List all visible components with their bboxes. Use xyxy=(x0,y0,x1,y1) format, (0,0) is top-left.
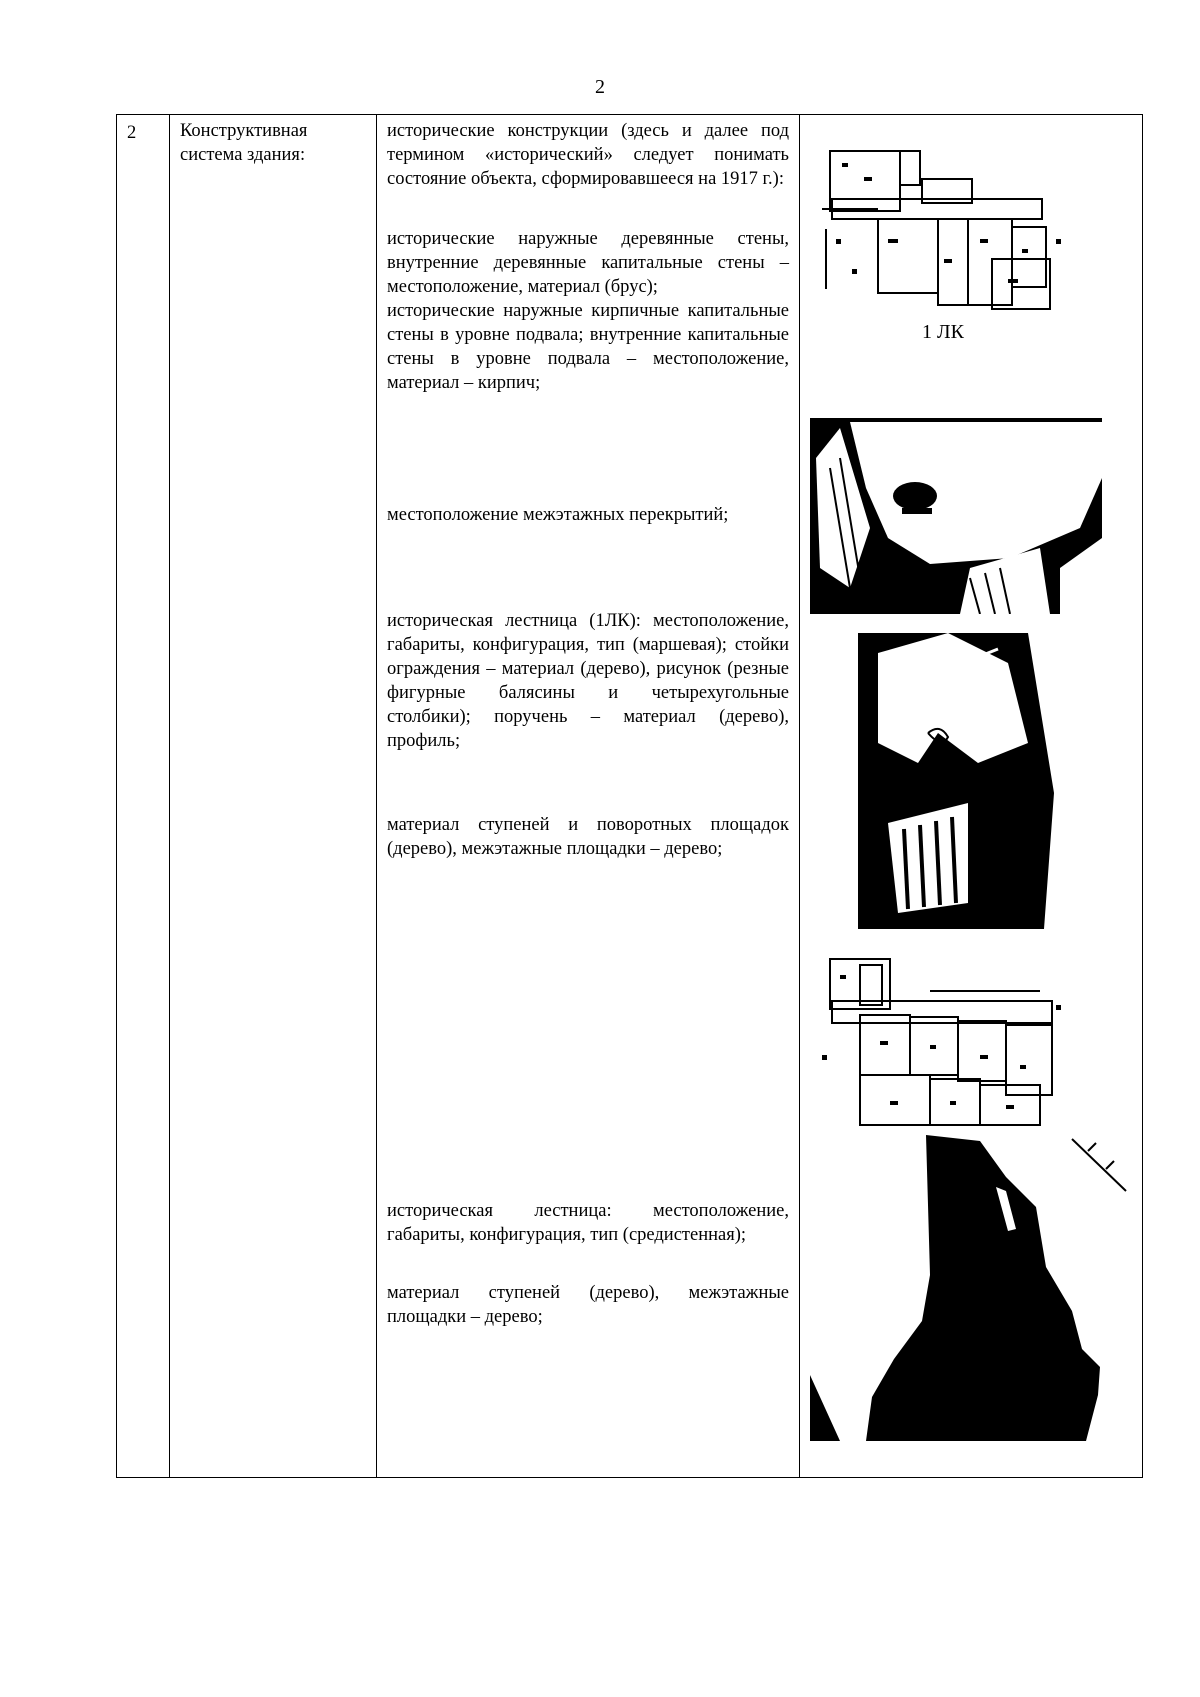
floor-plan-2-icon xyxy=(820,945,1066,1133)
paragraph: историческая лестница: местоположение, габариты, конфигурация, тип (средистенная); xyxy=(387,1201,789,1246)
paragraph: исторические наружные кирпичные капитальные стены в уровне подвала; внутренние капитальные стены в уровне подвала – местоположение, материал – кирпич; xyxy=(387,301,789,394)
row-number-cell xyxy=(117,115,170,1478)
staircase-photo-3-icon xyxy=(810,1135,1130,1441)
staircase-photo-image xyxy=(810,1135,1130,1441)
staircase-2-description xyxy=(387,1199,789,1247)
staircase-1lk-materials xyxy=(387,813,789,861)
row-number: 2 xyxy=(127,123,137,143)
floor-plan-image xyxy=(812,139,1068,321)
paragraph: материал ступеней и поворотных площадок (дерево), межэтажные площадки – дерево; xyxy=(387,815,789,860)
paragraph: исторические наружные деревянные стены, внутренние деревянные капитальные стены – местоположение, материал (брус); xyxy=(387,229,789,298)
staircase-photo-1-icon xyxy=(810,418,1102,614)
row-description-cell xyxy=(377,115,800,1478)
row-images-cell xyxy=(800,115,1143,1478)
floors-description xyxy=(387,503,789,527)
row-name: Конструктивная система здания: xyxy=(180,121,308,166)
walls-description xyxy=(387,227,789,395)
table-row xyxy=(117,115,1143,1478)
floor-plan-image xyxy=(820,945,1066,1133)
row-name-cell xyxy=(170,115,377,1478)
structural-elements-table xyxy=(116,114,1143,1478)
historic-structures-intro xyxy=(387,119,789,191)
staircase-photo-image xyxy=(858,633,1058,929)
paragraph: исторические конструкции (здесь и далее под термином «исторический» следует понимать состояние объекта, сформировавшееся на 1917 г.): xyxy=(387,121,789,190)
staircase-photo-2-icon xyxy=(858,633,1058,929)
paragraph: материал ступеней (дерево), межэтажные площадки – дерево; xyxy=(387,1283,789,1328)
paragraph: местоположение межэтажных перекрытий; xyxy=(387,505,729,525)
figure-caption: 1 ЛК xyxy=(922,321,964,343)
staircase-2-materials xyxy=(387,1281,789,1329)
page-number: 2 xyxy=(595,76,605,98)
staircase-photo-image xyxy=(810,418,1102,614)
floor-plan-1-icon xyxy=(812,139,1068,321)
paragraph: историческая лестница (1ЛК): местоположение, габариты, конфигурация, тип (маршевая); стойки ограждения – материал (дерево), рисунок (резные фигурные балясины и четырехугольные столбики); поручень – материал (дерево), профиль; xyxy=(387,611,789,752)
staircase-1lk-description xyxy=(387,609,789,753)
